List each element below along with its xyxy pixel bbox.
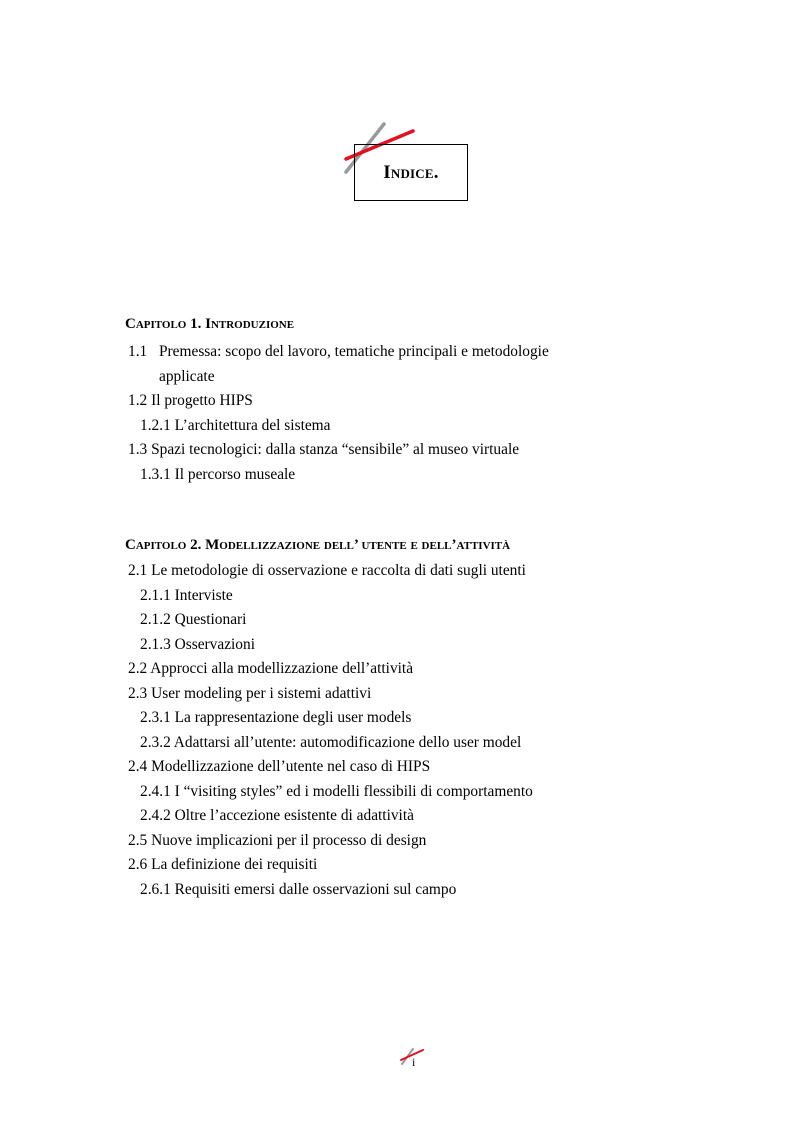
chapter-2-heading: Capitolo 2. Modellizzazione dell’ utente e dell’attività [125,537,511,553]
page-title: Indice. [383,161,439,183]
toc-entry-2-4: 2.4 Modellizzazione dell’utente nel caso di HIPS [128,758,431,775]
page-number: i [412,1055,416,1069]
toc-entry-number: 1.1 [128,343,148,360]
toc-entry-1-3-1: 1.3.1 Il percorso museale [140,465,296,483]
toc-entry-2-2: 2.2 Approcci alla modellizzazione dell’attività [128,660,414,677]
toc-entry-2-6: 2.6 La definizione dei requisiti [128,856,318,873]
toc-entry-2-1-1: 2.1.1 Interviste [140,586,233,604]
toc-entry-2-1-3: 2.1.3 Osservazioni [140,635,255,653]
chapter-1-toc [128,340,589,487]
toc-entry-1-3: 1.3 Spazi tecnologici: dalla stanza “sensibile” al museo virtuale [128,441,520,458]
toc-entry-1-2: 1.2 Il progetto HIPS [128,392,253,409]
title-box [354,144,468,201]
toc-entry-2-4-2: 2.4.2 Oltre l’accezione esistente di adattività [140,807,414,824]
toc-entry-2-1: 2.1 Le metodologie di osservazione e raccolta di dati sugli utenti [128,562,526,579]
toc-entry-2-3-2: 2.3.2 Adattarsi all’utente: automodificazione dello user model [140,733,522,751]
toc-entry-1-2-1: 1.2.1 L’architettura del sistema [140,416,331,434]
toc-entry-2-3-1: 2.3.1 La rappresentazione degli user models [140,709,412,726]
chapter-1-heading: Capitolo 1. Introduzione [125,316,295,332]
toc-entry-2-5: 2.5 Nuove implicazioni per il processo di design [128,831,427,849]
chapter-2-toc [128,559,533,902]
toc-entry-2-1-2: 2.1.2 Questionari [140,611,247,628]
toc-entry-2-4-1: 2.4.1 I “visiting styles” ed i modelli flessibili di comportamento [140,782,533,800]
toc-entry-1-1 [128,340,589,389]
toc-entry-2-3: 2.3 User modeling per i sistemi adattivi [128,684,372,702]
toc-entry-2-6-1: 2.6.1 Requisiti emersi dalle osservazioni sul campo [140,880,457,898]
toc-entry-text: Premessa: scopo del lavoro, tematiche principali e metodologie applicate [159,343,549,385]
